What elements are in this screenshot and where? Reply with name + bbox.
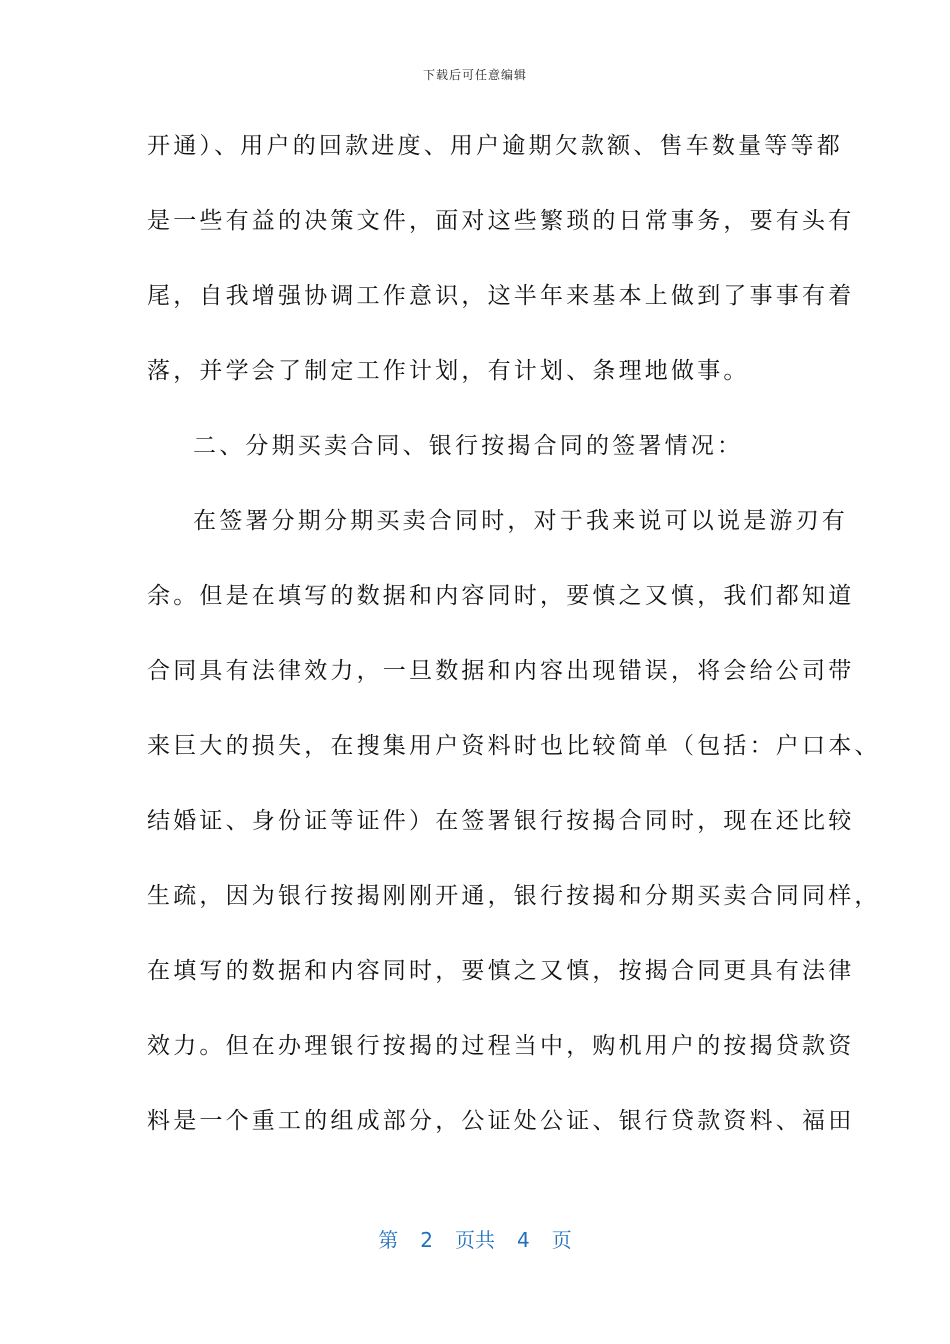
text-line: 尾，自我增强协调工作意识，这半年来基本上做到了事事有着: [147, 283, 855, 309]
text-line: 是一些有益的决策文件，面对这些繁琐的日常事务，要有头有: [147, 208, 855, 234]
document-body: [147, 126, 881, 1176]
text-line: 余。但是在填写的数据和内容同时，要慎之又慎，我们都知道: [147, 583, 855, 609]
text-line: 在填写的数据和内容同时，要慎之又慎，按揭合同更具有法律: [147, 958, 855, 984]
text-line: 生疏，因为银行按揭刚刚开通，银行按揭和分期买卖合同同样，: [147, 883, 881, 909]
page-footer: [0, 1224, 950, 1253]
text-line: 料是一个重工的组成部分，公证处公证、银行贷款资料、福田: [147, 1108, 855, 1134]
page-label: 页共: [455, 1228, 495, 1252]
text-line: 来巨大的损失，在搜集用户资料时也比较简单（包括：户口本、: [147, 733, 881, 759]
text-line: 合同具有法律效力，一旦数据和内容出现错误，将会给公司带: [147, 658, 855, 684]
page-label: 第: [378, 1228, 399, 1252]
page-label: 页: [551, 1228, 572, 1252]
text-line: 落，并学会了制定工作计划，有计划、条理地做事。: [147, 358, 750, 384]
page-header-note: 下载后可任意编辑: [422, 68, 527, 82]
text-line: 在签署分期分期买卖合同时，对于我来说可以说是游刃有: [193, 508, 848, 534]
total-pages-number: 4: [517, 1228, 530, 1252]
current-page-number: 2: [420, 1228, 433, 1252]
section-heading: 二、分期买卖合同、银行按揭合同的签署情况：: [193, 433, 744, 459]
text-line: 结婚证、身份证等证件）在签署银行按揭合同时，现在还比较: [147, 808, 855, 834]
text-line: 效力。但在办理银行按揭的过程当中，购机用户的按揭贷款资: [147, 1033, 855, 1059]
text-line: 开通）、用户的回款进度、用户逾期欠款额、售车数量等等都: [147, 133, 843, 159]
